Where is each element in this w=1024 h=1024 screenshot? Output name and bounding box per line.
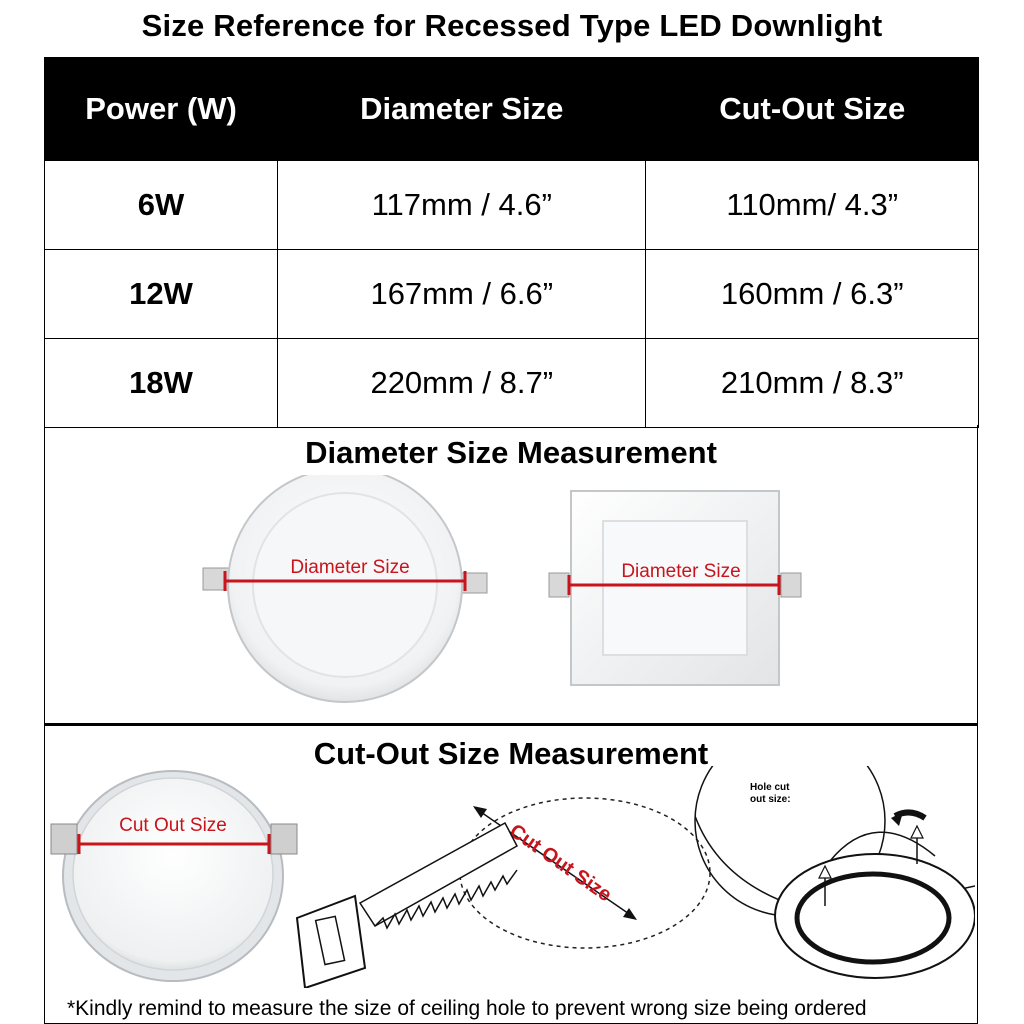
arrowhead-end	[623, 908, 637, 920]
header-power: Power (W)	[45, 58, 278, 161]
spring-clip-right	[781, 573, 801, 597]
cell-power: 12W	[45, 250, 278, 339]
diameter-measurement-panel	[44, 425, 978, 724]
round-diameter-label: Diameter Size	[290, 557, 410, 578]
cutout-measurement-panel	[44, 724, 978, 1024]
header-diameter: Diameter Size	[278, 58, 646, 161]
spring-clip-left	[549, 573, 569, 597]
square-diameter-label: Diameter Size	[621, 561, 741, 582]
table-row	[45, 250, 979, 339]
round-panel-illustration	[185, 475, 505, 715]
cell-power: 18W	[45, 339, 278, 428]
cell-diameter: 167mm / 6.6”	[278, 250, 646, 339]
table-header-row	[45, 58, 979, 161]
ordering-note: *Kindly remind to measure the size of ceiling hole to prevent wrong size being ordered	[67, 997, 867, 1020]
table-row	[45, 161, 979, 250]
spring-clip-left	[203, 568, 231, 590]
spring-clip-right	[271, 824, 297, 854]
page-title: Size Reference for Recessed Type LED Downlight	[141, 8, 883, 43]
arrowhead-start	[473, 806, 487, 818]
hole-cut-label-line2: out size:	[750, 794, 791, 805]
spring-clip-left	[51, 824, 77, 854]
ceiling-install-illustration	[685, 766, 975, 981]
cell-cutout: 210mm / 8.3”	[646, 339, 979, 428]
cell-cutout: 110mm/ 4.3”	[646, 161, 979, 250]
cell-power: 6W	[45, 161, 278, 250]
saw-cutting-illustration	[295, 778, 715, 988]
up-arrowhead-right	[911, 826, 923, 838]
downlight-lens-ring	[797, 874, 949, 962]
cutout-section-title: Cut-Out Size Measurement	[313, 736, 709, 771]
header-cutout: Cut-Out Size	[646, 58, 979, 161]
size-table	[44, 57, 979, 428]
saw-cutout-label: Cut Out Size	[505, 819, 616, 907]
spring-clip-right	[459, 573, 487, 593]
square-panel-lens	[603, 521, 747, 655]
square-panel-illustration	[545, 485, 815, 695]
saw-blade	[360, 823, 517, 926]
cell-diameter: 220mm / 8.7”	[278, 339, 646, 428]
downlight-body	[73, 778, 273, 970]
photo-cutout-label: Cut Out Size	[119, 815, 227, 836]
round-panel-lens	[253, 493, 437, 677]
table-row	[45, 339, 979, 428]
cutout-photo-illustration	[43, 766, 305, 986]
cell-cutout: 160mm / 6.3”	[646, 250, 979, 339]
cell-diameter: 117mm / 4.6”	[278, 161, 646, 250]
hole-cut-label-line1: Hole cut	[750, 782, 790, 793]
diameter-section-title: Diameter Size Measurement	[305, 435, 717, 470]
